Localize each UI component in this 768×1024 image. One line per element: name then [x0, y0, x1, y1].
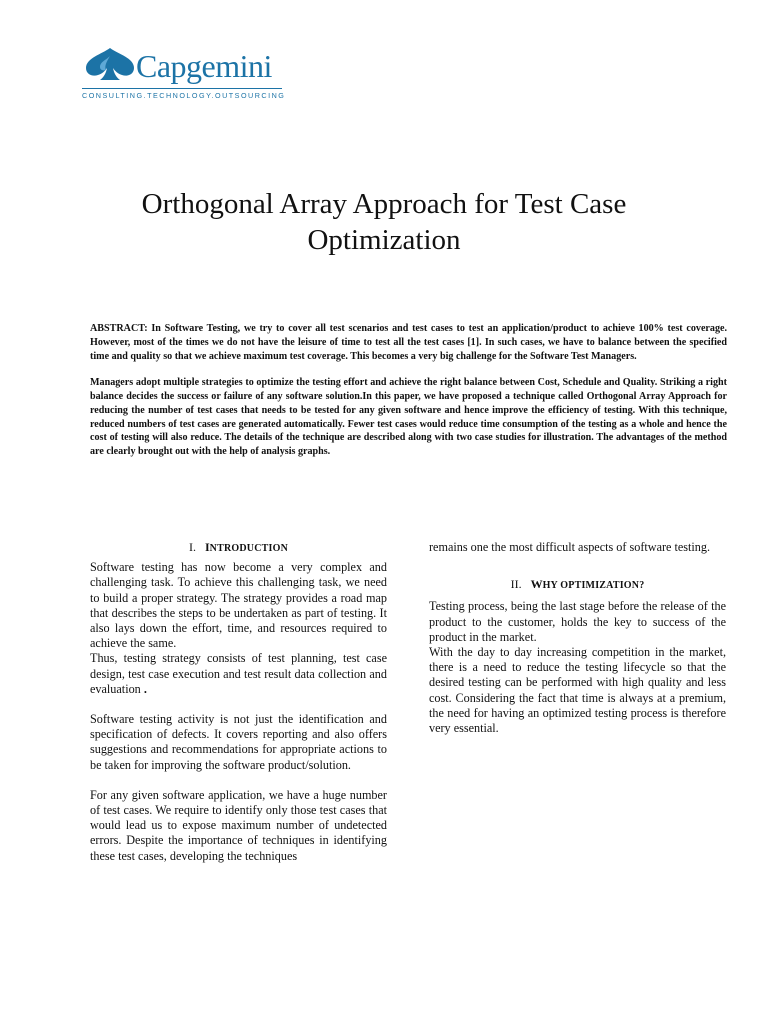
section-heading-why-optimization [429, 577, 726, 593]
intro-paragraph-2 [90, 651, 387, 697]
section-number: II. [510, 577, 522, 592]
paper-title [100, 186, 668, 258]
intro-paragraph-2-text: Thus, testing strategy consists of test planning, test case design, test case execution and test result data collection and evaluation [90, 651, 387, 696]
logo-wordmark: Capgemini [136, 48, 272, 84]
section-title-rest: NTRODUCTION [209, 543, 288, 554]
abstract-paragraph-1 [90, 322, 727, 363]
title-line-1: Orthogonal Array Approach for Test Case [141, 188, 627, 220]
right-column [429, 540, 726, 736]
why-paragraph-1: Testing process, being the last stage before the release of the product to the customer, holds the key to success of the product in the market. [429, 599, 726, 644]
intro-paragraph-3: Software testing activity is not just the identification and specification of defects. It covers reporting and also offers suggestions and recommendations for appropriate actions to be taken for improving the software product/solution. [90, 712, 387, 772]
section-title-initial: W [530, 577, 543, 592]
logo-divider [82, 88, 282, 89]
title-line-2: Optimization [307, 224, 461, 256]
why-paragraph-2: With the day to day increasing competition in the market, there is a need to reduce the testing lifecycle so that the desired testing can be performed with high quality and less cost. Considering the fact that time is always at a premium, the need for having an optimized testing process is therefore very essential. [429, 645, 726, 736]
intro-paragraph-2-end: . [140, 681, 147, 696]
abstract [90, 322, 727, 459]
logo-tagline: CONSULTING.TECHNOLOGY.OUTSOURCING [82, 91, 286, 100]
section-heading-introduction [90, 540, 387, 556]
abstract-paragraph-2: Managers adopt multiple strategies to optimize the testing effort and achieve the right balance between Cost, Schedule and Quality. Striking a right balance decides the success or failure of any software solution.In this paper, we have proposed a technique called Orthogonal Array Approach for reducing the number of test cases that needs to be tested for any given software and hence improve the efficiency of testing. With this technique, reduced numbers of test cases are generated automatically. Fewer test cases would reduce time consumption of the testing as a whole and hence the cost of testing will also reduce. The details of the technique are described along with two case studies for illustration. The advantages of the method are clearly brought out with the help of analysis graphs. [90, 377, 727, 457]
section-title-rest: HY OPTIMIZATION? [542, 580, 645, 592]
intro-paragraph-4: For any given software application, we have a huge number of test cases. We require to identify only those test cases that would lead us to expose maximum number of undetected errors. Despite the importance of techniques in identifying these test cases, developing the techniques [90, 787, 387, 863]
left-column [90, 540, 387, 864]
capgemini-logo [80, 44, 290, 102]
spade-ace-icon [80, 44, 140, 84]
abstract-label: ABSTRACT [90, 323, 145, 334]
section-number: I. [189, 540, 196, 554]
section-title-initial: I [205, 540, 210, 554]
intro-paragraph-1: Software testing has now become a very complex and challenging task. To achieve this challenging task, we need to build a proper strategy. The strategy provides a road map that describes the steps to be undertaken as part of testing. It also lays down the effort, time, and resources required to achieve the same. [90, 560, 387, 651]
intro-paragraph-5: remains one the most difficult aspects of software testing. [429, 540, 711, 554]
abstract-text-1: : In Software Testing, we try to cover all test scenarios and test cases to test an application/product to achieve 100% test coverage. However, most of the times we do not have the leisure of time to test all the test cases [1]. In such cases, we have to balance between the specified time and quality so that we achieve maximum test coverage. This becomes a very big challenge for the Software Test Managers. [90, 323, 727, 362]
